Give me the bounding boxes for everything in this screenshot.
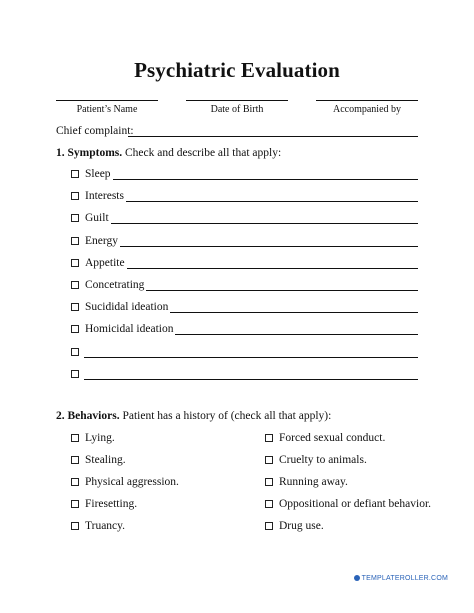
behaviors-heading-number: 2. Behaviors. [56,410,120,422]
symptom-description-input[interactable] [120,246,418,247]
behaviors-heading-text: Patient has a history of (check all that apply): [119,410,332,422]
symptom-checkbox[interactable] [71,259,79,267]
symptom-label: Sleep [85,168,111,180]
behavior-right-label: Cruelty to animals. [279,454,367,466]
symptom-label: Energy [85,235,119,247]
symptom-label: Appetite [85,257,125,269]
patient-name-field[interactable] [56,100,158,115]
page-title: Psychiatric Evaluation [134,58,340,82]
symptom-checkbox[interactable] [71,325,79,333]
symptom-row [56,189,418,203]
behavior-right-checkbox[interactable] [265,522,273,530]
symptom-description-input[interactable] [113,179,418,180]
symptom-row [56,278,418,292]
symptoms-heading [56,146,281,160]
symptom-checkbox[interactable] [71,192,79,200]
symptoms-heading-text: Check and describe all that apply: [122,147,282,159]
symptom-row [56,367,418,381]
behavior-right-label: Running away. [279,476,348,488]
behavior-right-label: Forced sexual conduct. [279,432,386,444]
symptom-description-input[interactable] [175,334,418,335]
symptoms-heading-number: 1. Symptoms. [56,147,123,159]
behavior-left-checkbox[interactable] [71,522,79,530]
chief-complaint-row [56,124,418,138]
symptom-row [56,345,418,359]
symptom-label: Concetrating [85,279,145,291]
symptom-checkbox[interactable] [71,170,79,178]
symptom-row [56,256,418,270]
date-of-birth-label: Date of Birth [210,104,264,115]
behavior-left-checkbox[interactable] [71,478,79,486]
behavior-right-label: Oppositional or defiant behavior. [279,498,432,510]
footer-text: TEMPLATEROLLER.COM [361,575,448,582]
symptom-description-input[interactable] [146,290,418,291]
symptom-row [56,300,418,314]
behavior-left-checkbox[interactable] [71,456,79,464]
symptom-checkbox[interactable] [71,303,79,311]
date-of-birth-field[interactable] [186,100,288,115]
symptom-description-input[interactable] [170,312,418,313]
templateroller-logo-icon [354,575,360,581]
symptom-description-input[interactable] [84,379,418,380]
symptom-description-input[interactable] [84,357,418,358]
behavior-right-label: Drug use. [279,520,324,532]
behaviors-heading [56,409,331,423]
symptom-description-input[interactable] [126,201,418,202]
behavior-left-label: Stealing. [85,454,126,466]
symptom-description-input[interactable] [111,223,418,224]
symptom-description-input[interactable] [127,268,418,269]
symptom-label: Homicidal ideation [85,323,174,335]
behavior-right-checkbox[interactable] [265,478,273,486]
symptom-label: Guilt [85,212,109,224]
behavior-right-checkbox[interactable] [265,500,273,508]
symptom-label: Interests [85,190,124,202]
symptom-row [56,322,418,336]
patient-name-label: Patient’s Name [76,104,138,115]
behavior-right-checkbox[interactable] [265,456,273,464]
symptom-checkbox[interactable] [71,214,79,222]
symptom-row [56,211,418,225]
symptom-row [56,234,418,248]
symptom-label: Sucididal ideation [85,301,169,313]
behavior-left-label: Firesetting. [85,498,138,510]
behavior-left-label: Physical aggression. [85,476,179,488]
behavior-left-label: Truancy. [85,520,126,532]
symptom-checkbox[interactable] [71,237,79,245]
footer[interactable] [354,575,448,582]
symptom-checkbox[interactable] [71,370,79,378]
symptom-row [56,167,418,181]
chief-complaint-input[interactable] [128,136,418,137]
accompanied-by-label: Accompanied by [332,104,402,115]
behavior-left-checkbox[interactable] [71,500,79,508]
symptom-checkbox[interactable] [71,281,79,289]
chief-complaint-label: Chief complaint: [56,125,134,137]
behavior-left-checkbox[interactable] [71,434,79,442]
accompanied-by-field[interactable] [316,100,418,115]
behavior-right-checkbox[interactable] [265,434,273,442]
behavior-left-label: Lying. [85,432,115,444]
symptom-checkbox[interactable] [71,348,79,356]
